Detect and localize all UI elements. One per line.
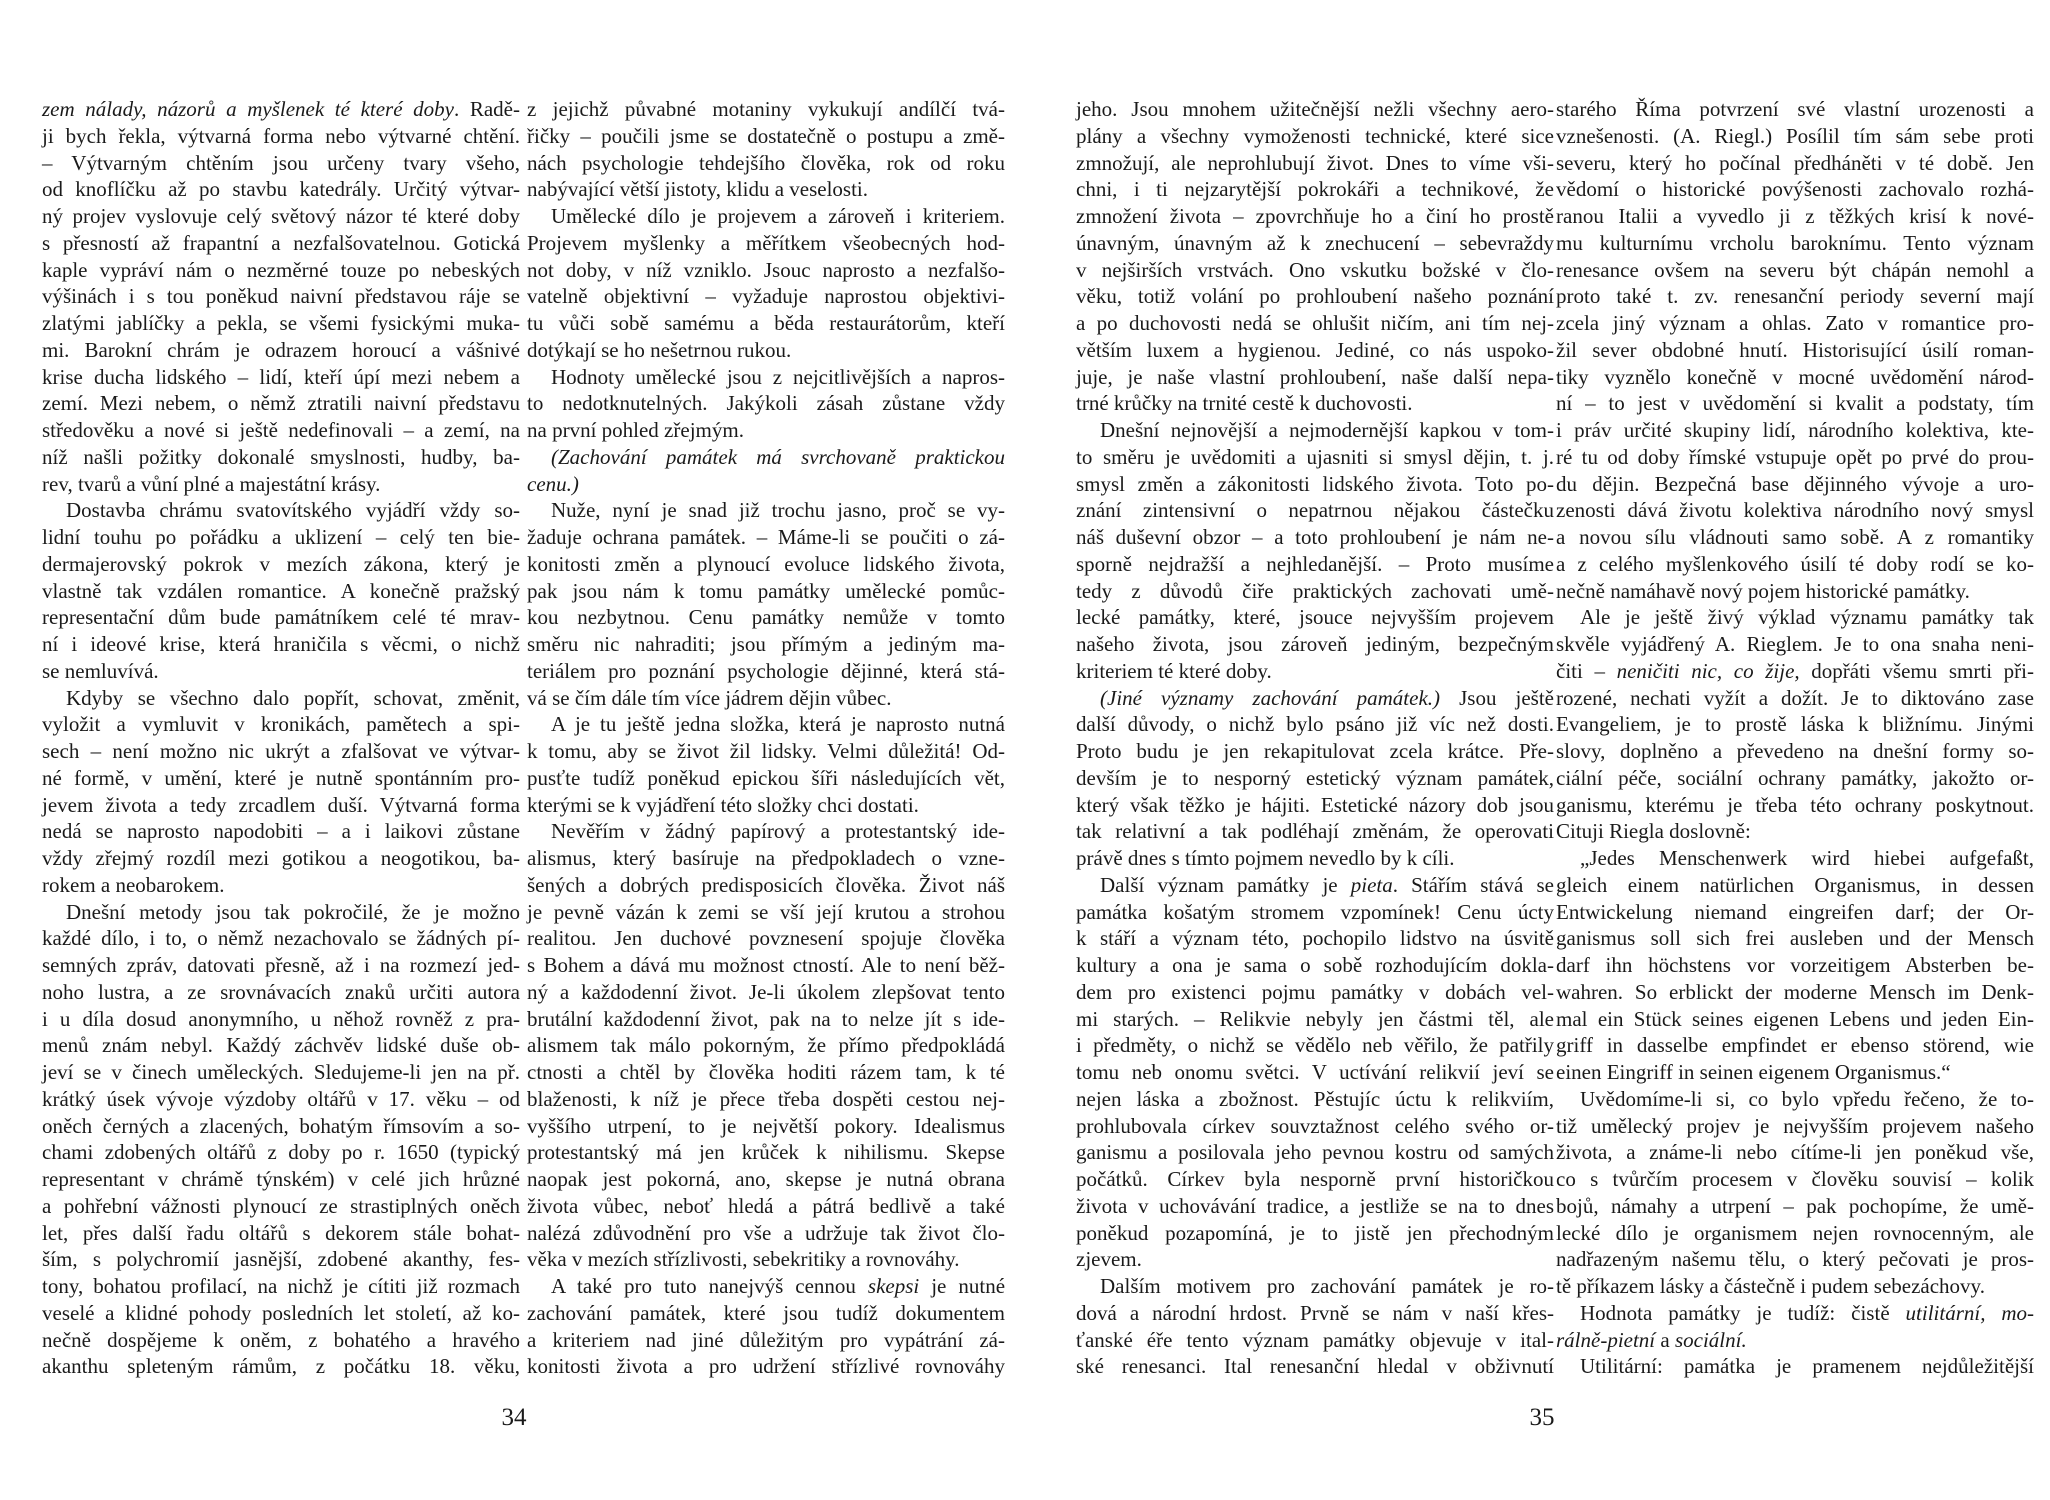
text-line: počátků. Církev byla nesporně první historičkou bbox=[1076, 1167, 1554, 1191]
text-segment: Další význam památky je bbox=[1100, 872, 1351, 897]
italic-text: skepsi bbox=[867, 1274, 920, 1298]
text-line: prohlubovala církev souvztažnost celého svého or- bbox=[1076, 1113, 1554, 1138]
text-line: menů znám nebyl. Každý záchvěv lidské duše ob- bbox=[42, 1033, 520, 1058]
text-line: vá se čím dále tím více jádrem dějin vůbec. bbox=[527, 685, 892, 710]
text-line: zenosti dává životu kolektiva národního nový smysl bbox=[1556, 498, 2034, 523]
text-line: nalézá zdůvodnění pro vše a udržuje tak život člo- bbox=[527, 1220, 1005, 1245]
paragraph bbox=[1076, 96, 1554, 417]
text-line: žil sever obdobné hnutí. Historisující úsilí roman- bbox=[1556, 337, 2034, 362]
text-line: směru nic nahraditi; jsou přímým a jediným ma- bbox=[527, 632, 1005, 656]
text-line: akanthu spleteným rámům, z počátku 18. věku, bbox=[42, 1354, 520, 1379]
text-line: pusťte tudíž poněkud epickou šíři následujících vět, bbox=[527, 765, 1005, 790]
text-line: to nedotknutelných. Jakýkoli zásah zůstane vždy bbox=[527, 391, 1005, 416]
text-line: a kriteriem nad jiné důležitým pro vypátrání zá- bbox=[527, 1327, 1005, 1352]
text-column-page-35-right bbox=[1556, 96, 2034, 1380]
text-line: kterými se k vyjádření této složky chci dostati. bbox=[527, 792, 919, 817]
text-line: trné krůčky na trnité cestě k duchovosti. bbox=[1076, 391, 1413, 416]
italic-text: cenu.) bbox=[527, 471, 579, 496]
text-line: not doby, v níž vzniklo. Jsouc naprosto a nezfalšo- bbox=[527, 257, 1005, 282]
text-line: vyššího utrpení, to je největší pokory. Idealismus bbox=[527, 1113, 1005, 1138]
text-segment: čiti – bbox=[1556, 658, 1617, 683]
text-line: proto také t. zv. renesanční periody severní mají bbox=[1556, 284, 2034, 309]
text-line bbox=[1556, 658, 2034, 685]
text-line: Umělecké dílo je projevem a zároveň i kriteriem. bbox=[551, 204, 1005, 228]
text-line: života, a známe-li nebo cítíme-li jen poněkud vše, bbox=[1556, 1140, 2034, 1165]
paragraph bbox=[1556, 845, 2034, 1086]
text-line: kaple vypráví nám o nezměrné touze po nebeských bbox=[42, 257, 520, 282]
text-segment: Jsou ještě bbox=[1440, 685, 1555, 710]
text-line: i u díla dosud anonymního, u něhož rovněž z pra- bbox=[42, 1006, 520, 1031]
text-line: tedy z důvodů čiře praktických zachovati umě- bbox=[1076, 578, 1554, 603]
text-line: nečně dospějeme k oněm, z bohatého a hravého bbox=[42, 1327, 520, 1352]
text-line bbox=[527, 471, 1005, 498]
text-line: k tomu, aby se život žil lidsky. Velmi důležitá! Od- bbox=[527, 739, 1005, 763]
text-line: středověku a nové si ještě nedefinovali – a zemí, na bbox=[42, 418, 520, 442]
text-line: A je tu ještě jedna složka, která je naprosto nutná bbox=[551, 712, 1005, 737]
page-number-left: 34 bbox=[501, 1404, 527, 1431]
text-line: našeho života, jsou zároveň jediným, bezpečným bbox=[1076, 632, 1554, 656]
text-line: mi starých. – Relikvie nebyly jen částmi těl, ale bbox=[1076, 1006, 1554, 1031]
text-line: Hodnoty umělecké jsou z nejcitlivějších a napros- bbox=[551, 364, 1005, 389]
text-line: zcela jiný význam a ohlas. Zato v romantice pro- bbox=[1556, 311, 2034, 335]
text-line: Kdyby se všechno dalo popřít, schovat, změnit, bbox=[66, 685, 520, 710]
text-line: vyložit a vymluvit v kronikách, pamětech a spi- bbox=[42, 712, 520, 737]
text-line: mi. Barokní chrám je odrazem horoucí a vášnivé bbox=[42, 337, 520, 362]
text-line: dotýkají se ho nešetrnou rukou. bbox=[527, 337, 792, 362]
italic-text: zem nálady, názorů a myšlenek té které doby bbox=[42, 97, 454, 121]
text-line: alismus, který basíruje na předpokladech o vzne- bbox=[527, 846, 1005, 870]
text-line: wahren. So erblickt der moderne Mensch im Denk- bbox=[1556, 979, 2034, 1004]
text-line: zmnožení života – zpovrchňuje ho a činí ho prostě bbox=[1076, 204, 1554, 228]
text-line: rev, tvarů a vůní plné a majestátní krásy. bbox=[42, 471, 381, 496]
text-line: zachování památek, které jsou tudíž dokumentem bbox=[527, 1300, 1005, 1325]
text-line: únavným, únavným až k znechucení – sebevraždy bbox=[1076, 230, 1554, 255]
text-line: další důvody, o nichž bylo psáno již víc než dosti. bbox=[1076, 712, 1554, 737]
page-number-right: 35 bbox=[1529, 1404, 1555, 1431]
paragraph bbox=[527, 1273, 1005, 1380]
text-line: Projevem myšlenky a měřítkem všeobecných hod- bbox=[527, 230, 1005, 255]
text-line: tu vůči sobě samému a běda restaurátorům, kteří bbox=[527, 311, 1005, 335]
text-column-page-34-right bbox=[527, 96, 1005, 1380]
text-line: Utilitární: památka je pramenem nejdůležitější bbox=[1580, 1354, 2034, 1379]
text-segment: Hodnota památky je tudíž: čistě bbox=[1580, 1300, 1906, 1325]
text-line: kultury a ona je sama o sobě rozhodujícím dokla- bbox=[1076, 953, 1554, 977]
text-line: krise ducha lidského – lidí, kteří úpí mezi nebem a bbox=[42, 364, 520, 389]
text-line: plány a všechny vymoženosti technické, které sice bbox=[1076, 123, 1554, 148]
text-line: nách psychologie tehdejšího člověka, rok od roku bbox=[527, 150, 1005, 175]
text-line: tě příkazem lásky a částečně i pudem sebezáchovy. bbox=[1556, 1274, 1985, 1298]
paragraph bbox=[1556, 1086, 2034, 1300]
text-column-page-34-left bbox=[42, 96, 520, 1380]
text-line bbox=[527, 1273, 1005, 1300]
text-line: lecké památky, které, jsouce nejvyšším projevem bbox=[1076, 605, 1554, 630]
text-line: i předměty, o nichž se vědělo neb věřilo, že patřily bbox=[1076, 1033, 1554, 1058]
paragraph bbox=[42, 685, 520, 899]
text-line: let, přes další řadu oltářů s dekorem stále bohat- bbox=[42, 1220, 520, 1245]
text-line: Dostavba chrámu svatovítského vyjádří vždy so- bbox=[66, 498, 520, 523]
text-segment: A také pro tuto nanejvýš cennou bbox=[551, 1274, 868, 1298]
text-line: blaženosti, k níž je přece třeba dospěti cestou nej- bbox=[527, 1086, 1005, 1111]
text-line: jevem života a tedy zrcadlem duší. Výtvarná forma bbox=[42, 792, 520, 817]
text-line: dová a národní hrdost. Prvně se nám v naší křes- bbox=[1076, 1300, 1554, 1325]
text-line: zjevem. bbox=[1076, 1247, 1142, 1272]
text-line: zemí. Mezi nebem, o němž ztratili naivní představu bbox=[42, 391, 520, 416]
text-line bbox=[527, 444, 1005, 471]
text-line: mu kulturnímu vrcholu baroknímu. Tento význam bbox=[1556, 230, 2034, 255]
text-line: vědomí o historické povýšenosti zachovalo rozhá- bbox=[1556, 177, 2034, 202]
text-segment: dopřáti všemu smrti při- bbox=[1799, 658, 2034, 683]
text-line: ganismu, kterému je třeba této ochrany poskytnout. bbox=[1556, 792, 2034, 817]
paragraph bbox=[527, 203, 1005, 364]
text-line: na první pohled zřejmým. bbox=[527, 418, 744, 442]
text-line: representant v chrámě týnském) v celé jich hrůzné bbox=[42, 1167, 520, 1191]
text-line: sech – není možno nic ukrýt a zfalšovat ve výtvar- bbox=[42, 739, 520, 763]
text-line: vlastně tak vzdálen romantice. A konečně pražský bbox=[42, 578, 520, 603]
text-line: dermajerovský pokrok v mezích zákona, který je bbox=[42, 551, 520, 576]
text-line: ganismu a posilovala jeho pevnou kostru od samých bbox=[1076, 1140, 1554, 1165]
italic-text: rálně-pietní bbox=[1556, 1327, 1656, 1352]
text-line: v nejširších vrstvách. Ono vskutku božské v člo- bbox=[1076, 257, 1554, 282]
text-line bbox=[1556, 1327, 2034, 1354]
text-segment: . Radě- bbox=[453, 97, 520, 121]
text-line bbox=[1076, 872, 1554, 899]
paragraph bbox=[1556, 604, 2034, 845]
paragraph bbox=[527, 497, 1005, 711]
text-line: a pohřební vážnosti plynoucí ze strastiplných oněch bbox=[42, 1193, 520, 1218]
italic-text: utilitární, mo- bbox=[1905, 1300, 2035, 1325]
text-line: života v uchovávání tradice, a jestliže se na to dnes bbox=[1076, 1193, 1554, 1218]
paragraph bbox=[527, 96, 1005, 203]
text-line: einen Eingriff in seinen eigenem Organismus.“ bbox=[1556, 1060, 1951, 1084]
text-line: smysl změn a zákonitosti lidského života. Toto po- bbox=[1076, 471, 1554, 496]
text-line: mal ein Stück seines eigenen Lebens und jeden Ein- bbox=[1556, 1006, 2034, 1031]
text-line: se nemluvívá. bbox=[42, 658, 159, 683]
text-column-page-35-left bbox=[1076, 96, 1554, 1380]
paragraph bbox=[42, 899, 520, 1381]
text-line: každé dílo, i to, o němž nezachovalo se žádných pí- bbox=[42, 926, 520, 951]
text-line: ganismus soll sich frei ausleben und der Mensch bbox=[1556, 926, 2034, 951]
text-line: tony, bohatou profilací, na nichž je cítiti již rozmach bbox=[42, 1274, 520, 1298]
text-line: ný projev vyslovuje celý světový názor té které doby bbox=[42, 204, 520, 228]
text-line: naopak jest pokorná, ano, skepse je nutná obrana bbox=[527, 1167, 1005, 1191]
text-line: Dnešní nejnovější a nejmodernější kapkou v tom- bbox=[1100, 418, 1554, 442]
text-line: věku, totiž volání po prohloubení našeho poznání bbox=[1076, 284, 1554, 309]
paragraph bbox=[527, 444, 1005, 498]
text-line: tiky vyznělo konečně v mocné uvědomění národ- bbox=[1556, 364, 2034, 389]
text-line: severu, který ho počínal předháněti v té době. Jen bbox=[1556, 150, 2034, 175]
text-line: teriálem pro poznání psychologie dějinné, která stá- bbox=[527, 658, 1005, 683]
text-segment: je nutné bbox=[919, 1274, 1006, 1298]
text-line: Evangeliem, je to prostě láska k bližnímu. Jinými bbox=[1556, 712, 2034, 737]
text-line: níž našli požitky dokonalé smyslnosti, hudby, ba- bbox=[42, 444, 520, 469]
text-line: né formě, v umění, které je nutně spontánním pro- bbox=[42, 765, 520, 790]
text-line: nečně namáhavě nový pojem historické památky. bbox=[1556, 578, 1970, 603]
text-line bbox=[42, 96, 520, 123]
text-line: konitosti změn a plynoucí evoluce lidského života, bbox=[527, 551, 1005, 576]
text-line: nejen láska a zbožnost. Pěstujíc úctu k relikviím, bbox=[1076, 1086, 1554, 1111]
text-line: Uvědomíme-li si, co bylo vpředu řečeno, že to- bbox=[1580, 1086, 2034, 1111]
italic-text: neničiti nic, co žije, bbox=[1616, 658, 1800, 683]
text-line: žaduje ochrana památek. – Máme-li se poučiti o zá- bbox=[527, 525, 1005, 549]
text-line: který však těžko je hájiti. Estetické názory dob jsou bbox=[1076, 792, 1554, 817]
italic-text: pieta bbox=[1350, 872, 1393, 897]
text-line: památka košatým stromem vzpomínek! Cenu úcty bbox=[1076, 899, 1554, 924]
paragraph bbox=[1076, 1273, 1554, 1380]
text-line: pak jsou nám k tomu památky umělecké pomůc- bbox=[527, 578, 1005, 603]
text-line: co s tvůrčím procesem v člověku souvisí – kolik bbox=[1556, 1167, 2034, 1191]
text-line: a novou sílu vládnouti samo sobě. A z romantiky bbox=[1556, 525, 2034, 549]
text-line: bojů, námahy a utrpení – pak pochopíme, že umě- bbox=[1556, 1193, 2034, 1218]
text-segment: . Stářím stává se bbox=[1392, 872, 1554, 897]
text-line: Dnešní metody jsou tak pokročilé, že je možno bbox=[66, 899, 520, 924]
text-line: protestantský má jen krůček k nihilismu. Skepse bbox=[527, 1140, 1005, 1165]
paragraph bbox=[527, 711, 1005, 818]
italic-text: sociální. bbox=[1674, 1327, 1747, 1352]
text-line: skvěle vyjádřený A. Rieglem. Je to ona snaha neni- bbox=[1556, 632, 2034, 656]
text-line: Nuže, nyní je snad již trochu jasno, proč se vy- bbox=[551, 498, 1005, 523]
text-line: semných zpráv, datovati přesně, až i na rozmezí jed- bbox=[42, 953, 520, 977]
paragraph bbox=[1076, 685, 1554, 872]
text-line: to směru je uvědomiti a ujasniti si smysl dějin, t. j. bbox=[1076, 444, 1554, 469]
text-line: starého Říma potvrzení své vlastní urozenosti a bbox=[1556, 97, 2034, 121]
text-line: realitou. Jen duchové povznesení spojuje člověka bbox=[527, 926, 1005, 951]
text-line: „Jedes Menschenwerk wird hiebei aufgefaßt, bbox=[1580, 846, 2034, 870]
text-line: tiž umělecký projev je nejvyšším projevem našeho bbox=[1556, 1113, 2034, 1138]
paragraph bbox=[1556, 96, 2034, 604]
italic-text: (Zachování památek má svrchovaně praktickou bbox=[551, 444, 1005, 469]
text-line: renesance ovšem na severu být chápán nemohl a bbox=[1556, 257, 2034, 282]
text-line: ťanské éře tento význam památky objevuje v ital- bbox=[1076, 1327, 1554, 1352]
text-line: i práv určité skupiny lidí, národního kolektiva, kte- bbox=[1556, 418, 2034, 442]
text-line: s Bohem a dává mu možnost ctností. Ale to není běž- bbox=[527, 953, 1005, 977]
paragraph bbox=[527, 818, 1005, 1273]
text-line: chami zdobených oltářů z doby po r. 1650 (typický bbox=[42, 1140, 520, 1165]
text-line: ji bych řekla, výtvarná forma nebo výtvarné chtění. bbox=[42, 123, 520, 148]
text-line: nadřazeným našemu tělu, o který pečovati je pros- bbox=[1556, 1247, 2034, 1272]
text-line: kriteriem té které doby. bbox=[1076, 658, 1272, 683]
text-line: poněkud pozapomíná, je to jistě jen přechodným bbox=[1076, 1220, 1554, 1245]
text-line: ný a každodenní život. Je-li úkolem zlepšovat tento bbox=[527, 979, 1005, 1004]
text-line: griff in dasselbe empfindet er ebenso störend, wie bbox=[1556, 1033, 2034, 1058]
text-line: vznešenosti. (A. Riegl.) Posílil tím sám sebe proti bbox=[1556, 123, 2034, 148]
text-line: ské renesanci. Ital renesanční hledal v obživnutí bbox=[1076, 1354, 1554, 1379]
text-line: jeho. Jsou mnohem užitečnější nežli všechny aero- bbox=[1076, 97, 1554, 121]
paragraph bbox=[1076, 417, 1554, 685]
text-line: chni, i ti nejzarytější pokrokáři a technikové, že bbox=[1076, 177, 1554, 202]
text-line: řičky – poučili jsme se dostatečně o postupu a změ- bbox=[527, 123, 1005, 148]
text-line: náš duševní obzor – a toto prohloubení je nám ne- bbox=[1076, 525, 1554, 549]
text-line: representační dům bude památníkem celé té mrav- bbox=[42, 605, 520, 630]
text-line: nedá se naprosto napodobiti – a i laikovi zůstane bbox=[42, 819, 520, 844]
text-line: k stáří a význam této, pochopilo lidstvo na úsvitě bbox=[1076, 926, 1554, 951]
text-line: z jejichž půvabné motaniny vykukují andílčí tvá- bbox=[527, 97, 1005, 121]
paragraph bbox=[1556, 1300, 2034, 1354]
text-line: slovy, doplněno a převedeno na dnešní formy so- bbox=[1556, 739, 2034, 763]
text-line: jeví se v činech uměleckých. Sledujeme-li jen na př. bbox=[42, 1060, 520, 1084]
text-line: ctnosti a chtěl by člověka hoditi rázem tam, k té bbox=[527, 1060, 1005, 1084]
text-line: kou nezbytnou. Cenu památky nemůže v tomto bbox=[527, 605, 1005, 630]
text-line: ní i ideové krise, která hraničila s věcmi, o nichž bbox=[42, 632, 520, 656]
text-line: Nevěřím v žádný papírový a protestantský ide- bbox=[551, 819, 1005, 844]
text-line: nabývající větší jistoty, klidu a veselosti. bbox=[527, 177, 869, 202]
paragraph bbox=[1076, 872, 1554, 1273]
text-line: tomu neb onomu světci. V uctívání relikvií jeví se bbox=[1076, 1060, 1554, 1084]
text-line: tak relativní a tak podléhají změnám, že operovati bbox=[1076, 819, 1554, 844]
paragraph bbox=[42, 96, 520, 497]
paragraph bbox=[527, 364, 1005, 444]
text-line: noho lustra, a ze srovnávacích znaků určiti autora bbox=[42, 979, 520, 1004]
text-line: věka v mezích střízlivosti, sebekritiky a rovnováhy. bbox=[527, 1247, 960, 1272]
text-line: sporně nejdražší a nejhledanější. – Proto musíme bbox=[1076, 551, 1554, 576]
text-line bbox=[1556, 1300, 2034, 1327]
text-line: Entwickelung niemand eingreifen darf; der Or- bbox=[1556, 899, 2034, 924]
text-line: oněch černých a zlacených, bohatým římsovím a so- bbox=[42, 1113, 520, 1138]
text-line bbox=[1076, 685, 1554, 712]
text-line: šených a dobrých predisposicích člověka. Život náš bbox=[527, 872, 1005, 897]
text-line: Cituji Riegla doslovně: bbox=[1556, 819, 1751, 844]
text-line: – Výtvarným chtěním jsou určeny tvary všeho, bbox=[42, 150, 520, 175]
text-line: zmnožují, ale neprohlubují život. Dnes to víme vši- bbox=[1076, 150, 1554, 175]
text-line: výšinách i s tou poněkud naivní představou ráje se bbox=[42, 284, 520, 309]
text-line: znání zintensivní o nepatrnou nějakou částečku bbox=[1076, 498, 1554, 523]
text-line: vatelně objektivní – vyžaduje naprostou objektivi- bbox=[527, 284, 1005, 309]
text-line: větším luxem a hygienou. Jediné, co nás uspoko- bbox=[1076, 337, 1554, 362]
text-line: darf ihn höchstens vor vorzeitigem Absterben be- bbox=[1556, 953, 2034, 977]
text-line: du dějin. Bezpečná base dějinného vývoje a uro- bbox=[1556, 471, 2034, 496]
text-line: je pevně vázán k zemi se vší její krutou a strohou bbox=[527, 899, 1005, 924]
text-line: ranou Italii a vyvedlo ji z těžkých krisí k nové- bbox=[1556, 204, 2034, 228]
text-line: ré tu od doby římské vstupuje opět po prvé do prou- bbox=[1556, 444, 2034, 469]
text-line: lidní touhu po pořádku a uklizení – celý ten bie- bbox=[42, 525, 520, 549]
italic-text: (Jiné významy zachování památek.) bbox=[1100, 685, 1441, 710]
text-line: krátký úsek vývoje výzdoby oltářů v 17. věku – od bbox=[42, 1086, 520, 1111]
text-line: alismem tak málo pokorným, že přímo předpokládá bbox=[527, 1033, 1005, 1058]
text-line: ní – to jest v uvědomění si kvalit a podstaty, tím bbox=[1556, 391, 2034, 416]
text-line: od knoflíčku až po stavbu katedrály. Určitý výtvar- bbox=[42, 177, 520, 202]
text-line: Ale je ještě živý výklad významu památky tak bbox=[1580, 605, 2034, 630]
text-line: lecké dílo je organismem nejen rovnocenným, ale bbox=[1556, 1220, 2034, 1245]
text-line: Dalším motivem pro zachování památek je ro- bbox=[1100, 1274, 1554, 1298]
text-line: právě dnes s tímto pojmem nevedlo by k cíli. bbox=[1076, 846, 1455, 870]
text-line: konitosti života a pro udržení střízlivé rovnováhy bbox=[527, 1354, 1005, 1379]
text-line: a z celého myšlenkového úsilí té doby rodí se ko- bbox=[1556, 551, 2034, 576]
text-line: ším, s polychromií jasnější, zdobené akanthy, fes- bbox=[42, 1247, 520, 1272]
paragraph bbox=[1556, 1353, 2034, 1380]
paragraph bbox=[42, 497, 520, 684]
text-line: dem pro existenci pojmu památky v dobách vel- bbox=[1076, 979, 1554, 1004]
text-line: života vůbec, neboť hledá a pátrá bedlivě a také bbox=[527, 1193, 1005, 1218]
text-line: zlatými jablíčky a pekla, se všemi fysickými muka- bbox=[42, 311, 520, 335]
text-line: veselé a klidné pohody posledních let století, až ko- bbox=[42, 1300, 520, 1325]
text-line: rokem a neobarokem. bbox=[42, 872, 225, 897]
text-line: juje, je naše vlastní prohloubení, naše další nepa- bbox=[1076, 364, 1554, 389]
text-line: rozené, nechati vyžít a dožít. Je to diktováno zase bbox=[1556, 685, 2034, 710]
text-line: a po duchovosti nedá se ohlušit ničím, ani tím nej- bbox=[1076, 311, 1554, 335]
text-line: Proto budu je jen rekapitulovat zcela krátce. Pře- bbox=[1076, 739, 1554, 763]
text-line: brutální každodenní život, pak na to nelze jít s ide- bbox=[527, 1006, 1005, 1031]
text-segment: a bbox=[1655, 1327, 1675, 1352]
text-line: vždy zřejmý rozdíl mezi gotikou a neogotikou, ba- bbox=[42, 846, 520, 870]
text-line: devším je to nesporný estetický význam památek, bbox=[1076, 765, 1554, 790]
text-line: gleich einem natürlichen Organismus, in dessen bbox=[1556, 872, 2034, 897]
text-line: ciální péče, sociální ochrany památky, jakožto or- bbox=[1556, 765, 2034, 790]
text-line: s přesností až frapantní a nezfalšovatelnou. Gotická bbox=[42, 230, 520, 255]
